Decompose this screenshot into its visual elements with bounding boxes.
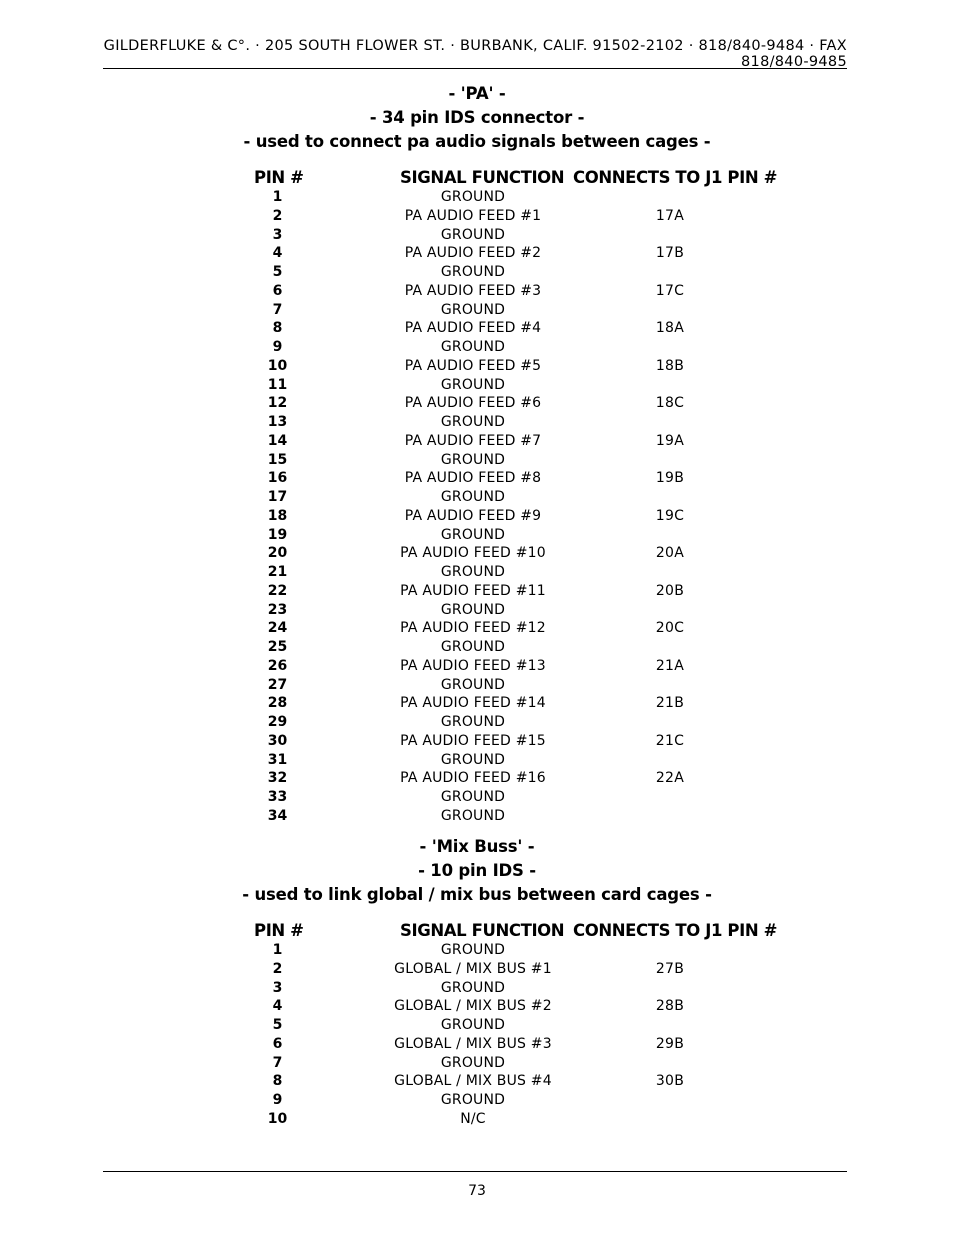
pin-number: 7 [272,301,283,318]
column-header-pin: PIN # [254,168,304,187]
table-row [0,619,954,638]
pin-number: 6 [272,282,283,299]
page-header: GILDERFLUKE & C°. · 205 SOUTH FLOWER ST. · BURBANK, CALIF. 91502-2102 · 818/840-9484 · FAX 818/840-9485 [103,38,847,70]
pin-number: 1 [272,942,283,958]
signal-function: GROUND [440,676,506,693]
pin-number: 28 [267,695,288,712]
signal-function: GROUND [440,1054,506,1071]
signal-function: GROUND [440,564,506,580]
table-header [0,160,954,188]
pin-number: 3 [272,226,283,243]
signal-function: PA AUDIO FEED #5 [404,357,542,374]
table-row [0,263,954,282]
signal-function: GROUND [440,526,506,543]
signal-function: GROUND [440,789,506,805]
signal-function: PA AUDIO FEED #10 [400,545,546,562]
table-row [0,676,954,695]
table-row [0,563,954,582]
pin-number: 4 [272,245,283,262]
table-row [0,188,954,207]
pin-number: 27 [267,676,288,693]
pin-number: 24 [267,620,288,637]
table-row [0,732,954,751]
pin-number: 6 [272,1035,283,1052]
table-row [0,357,954,376]
signal-function: GLOBAL / MIX BUS #4 [394,1073,552,1090]
signal-function: GROUND [440,1092,506,1108]
signal-function: GROUND [440,264,506,280]
table-row [0,451,954,470]
signal-function: GROUND [440,979,506,996]
signal-function: GROUND [440,639,506,655]
footer-rule [103,1171,847,1172]
signal-function: PA AUDIO FEED #6 [404,395,542,412]
signal-function: PA AUDIO FEED #4 [404,320,542,337]
table-row [0,413,954,432]
header-rule [103,68,847,69]
table-row [0,1016,954,1035]
signal-function: GROUND [440,807,506,824]
pin-number: 8 [272,1073,283,1090]
column-header-signal-function: SIGNAL FUNCTION [400,168,565,187]
connects-to-pin: 19B [655,470,685,487]
signal-function: PA AUDIO FEED #15 [400,732,546,749]
signal-function: GROUND [440,714,506,730]
signal-function: GROUND [440,489,506,505]
pa-connector-section [0,82,954,826]
section-title-line: - 10 pin IDS - [418,861,536,880]
table-row [0,301,954,320]
signal-function: GLOBAL / MIX BUS #3 [394,1035,552,1052]
pin-number: 10 [267,1110,288,1127]
table-row [0,601,954,620]
table-row [0,226,954,245]
connects-to-pin: 21B [655,695,685,712]
table-row [0,319,954,338]
table-row [0,713,954,732]
pin-number: 23 [267,601,288,618]
table-row [0,979,954,998]
pin-number: 20 [267,545,288,562]
connects-to-pin: 20B [655,582,685,599]
pin-number: 30 [267,732,288,749]
pin-number: 7 [272,1054,283,1071]
connects-to-pin: 20A [655,545,685,562]
table-row [0,394,954,413]
connects-to-pin: 17A [655,207,685,224]
connects-to-pin: 18C [655,395,685,412]
table-row [0,960,954,979]
table-row [0,338,954,357]
pin-number: 17 [267,489,288,505]
pin-number: 2 [272,960,283,977]
pin-number: 5 [272,264,283,280]
connects-to-pin: 19A [655,432,685,449]
signal-function: GROUND [440,451,506,468]
signal-function: GROUND [440,301,506,318]
section-title-line: - 34 pin IDS connector - [369,108,585,127]
table-row [0,657,954,676]
table-row [0,507,954,526]
page-number: 73 [468,1183,486,1199]
pin-number: 14 [267,432,288,449]
connects-to-pin: 22A [655,770,685,787]
signal-function: GROUND [440,226,506,243]
connects-to-pin: 21C [655,732,685,749]
signal-function: PA AUDIO FEED #16 [400,770,546,787]
pin-number: 13 [267,414,288,430]
table-row [0,997,954,1016]
signal-function: N/C [460,1110,486,1127]
pin-number: 9 [272,339,283,355]
pin-number: 33 [267,789,288,805]
table-row [0,638,954,657]
pin-number: 16 [267,470,288,487]
pin-number: 18 [267,507,288,524]
signal-function: GLOBAL / MIX BUS #1 [394,960,552,977]
pin-number: 31 [267,751,288,768]
pin-number: 34 [267,807,288,824]
section-title-line: - 'PA' - [448,84,506,103]
signal-function: PA AUDIO FEED #2 [404,245,542,262]
section-title-line: - used to link global / mix bus between card cages - [242,885,712,904]
pin-number: 8 [272,320,283,337]
table-row [0,376,954,395]
connects-to-pin: 19C [655,507,685,524]
pin-number: 15 [267,451,288,468]
table-row [0,488,954,507]
connects-to-pin: 17B [655,245,685,262]
table-row [0,282,954,301]
signal-function: GROUND [440,414,506,430]
table-row [0,788,954,807]
column-header-connects-to: CONNECTS TO J1 PIN # [573,168,778,187]
pin-number: 21 [267,564,288,580]
signal-function: GLOBAL / MIX BUS #2 [394,998,552,1015]
pin-number: 26 [267,657,288,674]
column-header-pin: PIN # [254,921,304,940]
table-row [0,469,954,488]
table-row [0,1035,954,1054]
table-row [0,1110,954,1129]
table-row [0,694,954,713]
signal-function: GROUND [440,189,506,205]
signal-function: PA AUDIO FEED #1 [404,207,542,224]
pin-number: 2 [272,207,283,224]
pin-number: 10 [267,357,288,374]
column-header-signal-function: SIGNAL FUNCTION [400,921,565,940]
table-row [0,207,954,226]
connects-to-pin: 29B [655,1035,685,1052]
section-title-line: - 'Mix Buss' - [419,837,535,856]
pin-number: 29 [267,714,288,730]
table-row [0,1072,954,1091]
table-row [0,1091,954,1110]
pin-number: 4 [272,998,283,1015]
table-row [0,544,954,563]
pin-number: 12 [267,395,288,412]
pin-number: 11 [267,376,288,393]
table-row [0,244,954,263]
pin-number: 25 [267,639,288,655]
signal-function: PA AUDIO FEED #13 [400,657,546,674]
signal-function: PA AUDIO FEED #9 [404,507,542,524]
signal-function: PA AUDIO FEED #8 [404,470,542,487]
pin-number: 22 [267,582,288,599]
pin-number: 1 [272,189,283,205]
pin-number: 5 [272,1017,283,1033]
signal-function: PA AUDIO FEED #14 [400,695,546,712]
connects-to-pin: 27B [655,960,685,977]
section-title-line: - used to connect pa audio signals between cages - [243,132,711,151]
pin-number: 19 [267,526,288,543]
signal-function: PA AUDIO FEED #3 [404,282,542,299]
pin-number: 3 [272,979,283,996]
signal-function: GROUND [440,942,506,958]
table-row [0,432,954,451]
signal-function: PA AUDIO FEED #7 [404,432,542,449]
connects-to-pin: 18A [655,320,685,337]
column-header-connects-to: CONNECTS TO J1 PIN # [573,921,778,940]
signal-function: GROUND [440,339,506,355]
connects-to-pin: 20C [655,620,685,637]
mix-buss-section [0,835,954,1129]
signal-function: GROUND [440,751,506,768]
connects-to-pin: 18B [655,357,685,374]
connects-to-pin: 17C [655,282,685,299]
table-row [0,941,954,960]
signal-function: PA AUDIO FEED #11 [400,582,546,599]
table-header [0,913,954,941]
signal-function: GROUND [440,1017,506,1033]
signal-function: GROUND [440,601,506,618]
pin-number: 9 [272,1092,283,1108]
signal-function: PA AUDIO FEED #12 [400,620,546,637]
connects-to-pin: 21A [655,657,685,674]
table-row [0,582,954,601]
connects-to-pin: 28B [655,998,685,1015]
table-row [0,807,954,826]
pin-number: 32 [267,770,288,787]
table-row [0,751,954,770]
table-row [0,1054,954,1073]
table-row [0,769,954,788]
signal-function: GROUND [440,376,506,393]
table-row [0,526,954,545]
connects-to-pin: 30B [655,1073,685,1090]
